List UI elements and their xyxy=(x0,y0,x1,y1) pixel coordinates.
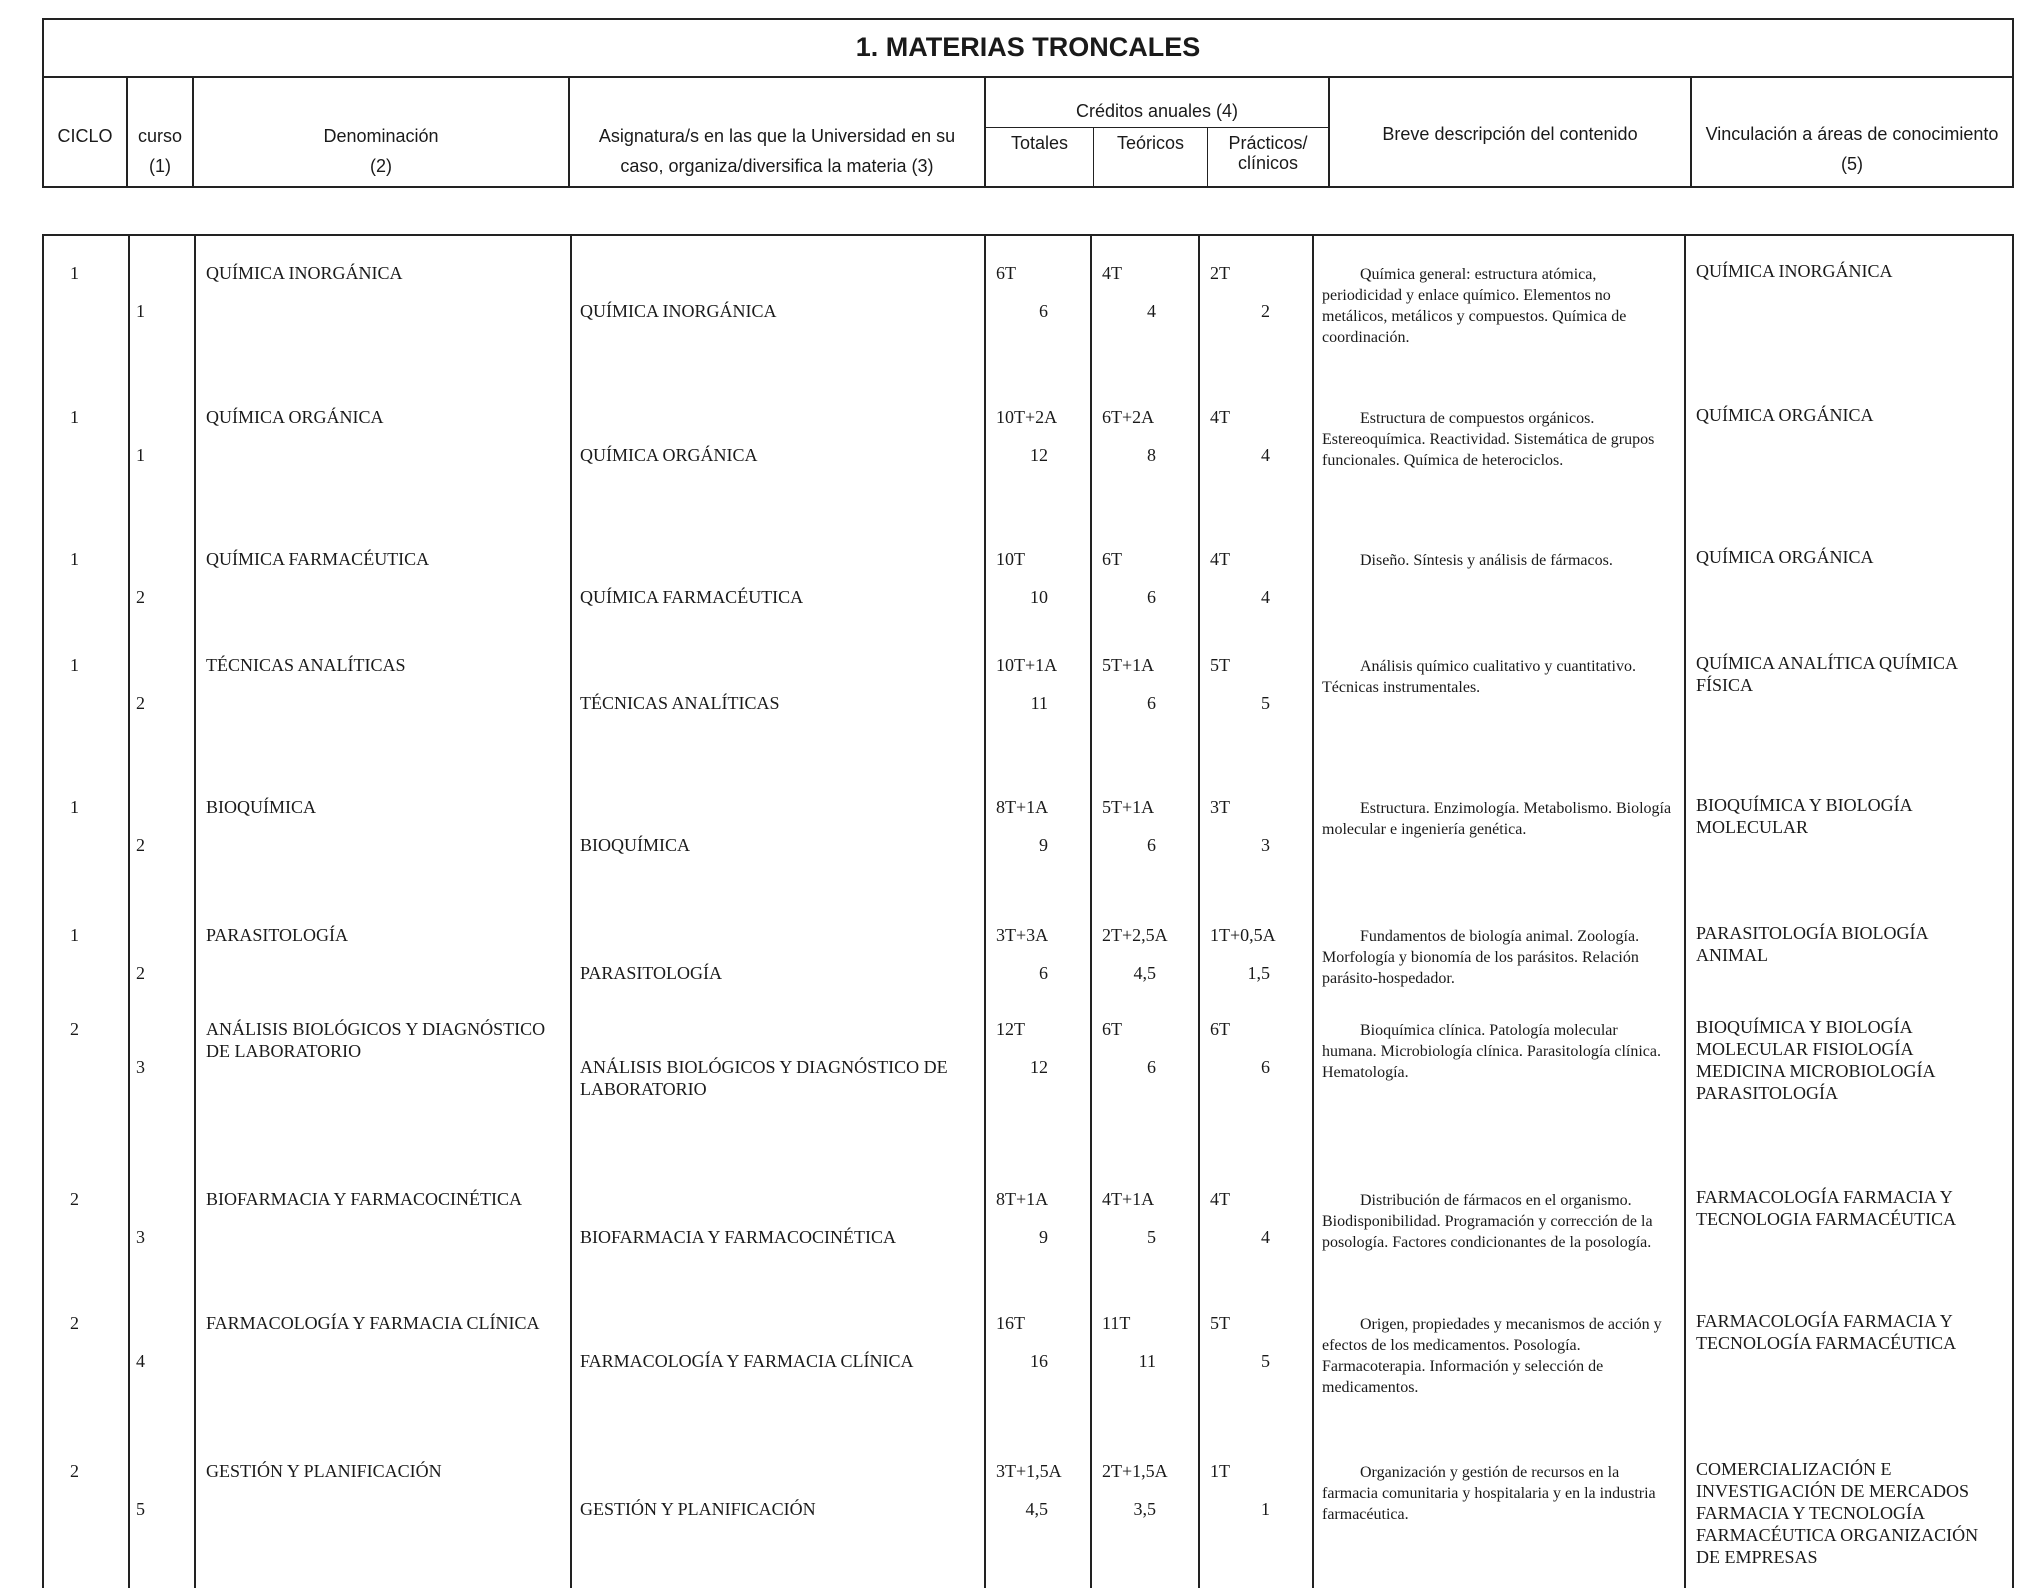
table-header xyxy=(42,18,2014,188)
areas-cell: BIOQUÍMICA Y BIOLOGÍA MOLECULAR FISIOLOGÍA MEDICINA MICROBIOLOGÍA PARASITOLOGÍA xyxy=(1696,1017,1935,1103)
descripcion-cell: Diseño. Síntesis y análisis de fármacos. xyxy=(1360,552,1613,569)
curso-cell: 2 xyxy=(136,693,145,713)
ciclo-cell: 1 xyxy=(70,549,79,569)
teoricos-value-cell: 6 xyxy=(1147,1057,1156,1077)
asignatura-cell: FARMACOLOGÍA Y FARMACIA CLÍNICA xyxy=(580,1351,914,1371)
teoricos-code-cell: 5T+1A xyxy=(1102,655,1155,675)
practicos-code-cell: 4T xyxy=(1210,1189,1230,1209)
teoricos-code-cell: 2T+2,5A xyxy=(1102,925,1168,945)
totales-value-cell: 12 xyxy=(1030,1057,1048,1077)
column-divider xyxy=(1684,236,1686,1588)
teoricos-value-cell: 5 xyxy=(1147,1227,1156,1247)
asignatura-cell: BIOFARMACIA Y FARMACOCINÉTICA xyxy=(580,1227,897,1247)
practicos-code-cell: 4T xyxy=(1210,549,1230,569)
ciclo-cell: 2 xyxy=(70,1461,79,1481)
col-header-denominacion-note: (2) xyxy=(370,156,392,176)
asignatura-cell: QUÍMICA INORGÁNICA xyxy=(580,301,777,321)
denominacion-cell: BIOQUÍMICA xyxy=(206,797,316,817)
descripcion-cell: Fundamentos de biología animal. Zoología. Morfología y bionomía de los parásitos. Relación parásito-hospedador. xyxy=(1322,928,1640,987)
practicos-value-cell: 1,5 xyxy=(1247,963,1270,983)
totales-code-cell: 3T+3A xyxy=(996,925,1049,945)
totales-value-cell: 4,5 xyxy=(1025,1499,1048,1519)
column-divider xyxy=(984,236,986,1588)
practicos-value-cell: 2 xyxy=(1261,301,1270,321)
ciclo-cell: 1 xyxy=(70,797,79,817)
descripcion-cell: Organización y gestión de recursos en la farmacia comunitaria y hospitalaria y en la industria farmacéutica. xyxy=(1322,1464,1656,1523)
asignatura-cell: TÉCNICAS ANALÍTICAS xyxy=(580,693,780,713)
practicos-value-cell: 4 xyxy=(1261,587,1270,607)
areas-cell: QUÍMICA INORGÁNICA xyxy=(1696,261,1893,281)
col-header-descripcion xyxy=(1330,78,1692,188)
ciclo-cell: 1 xyxy=(70,925,79,945)
teoricos-value-cell: 6 xyxy=(1147,587,1156,607)
areas-cell: PARASITOLOGÍA BIOLOGÍA ANIMAL xyxy=(1696,923,1928,965)
practicos-value-cell: 6 xyxy=(1261,1057,1270,1077)
areas-cell: QUÍMICA ANALÍTICA QUÍMICA FÍSICA xyxy=(1696,653,1957,695)
descripcion-cell: Distribución de fármacos en el organismo. Biodisponibilidad. Programación y corrección de la posología. Factores condicionantes de la posología. xyxy=(1322,1192,1653,1251)
asignatura-cell: GESTIÓN Y PLANIFICACIÓN xyxy=(580,1499,816,1519)
column-divider xyxy=(1198,236,1200,1588)
col-header-creditos-label: Créditos anuales (4) xyxy=(986,78,1328,128)
col-header-vinculacion-label: Vinculación a áreas de conocimiento xyxy=(1705,124,1999,144)
curso-cell: 1 xyxy=(136,445,145,465)
denominacion-cell: FARMACOLOGÍA Y FARMACIA CLÍNICA xyxy=(206,1313,540,1333)
teoricos-code-cell: 6T+2A xyxy=(1102,407,1155,427)
practicos-code-cell: 6T xyxy=(1210,1019,1230,1039)
practicos-code-cell: 4T xyxy=(1210,407,1230,427)
col-header-asignatura-line2: caso, organiza/diversifica la materia (3) xyxy=(620,156,934,176)
materias-table xyxy=(42,234,2014,1588)
denominacion-cell: PARASITOLOGÍA xyxy=(206,925,349,945)
areas-cell: BIOQUÍMICA Y BIOLOGÍA MOLECULAR xyxy=(1696,795,1912,837)
totales-code-cell: 6T xyxy=(996,263,1016,283)
teoricos-code-cell: 6T xyxy=(1102,1019,1122,1039)
col-header-ciclo-label: CICLO xyxy=(57,126,113,146)
practicos-value-cell: 5 xyxy=(1261,693,1270,713)
areas-cell: QUÍMICA ORGÁNICA xyxy=(1696,405,1874,425)
denominacion-cell: ANÁLISIS BIOLÓGICOS Y DIAGNÓSTICO DE LABORATORIO xyxy=(206,1019,546,1061)
col-header-asignatura-line1: Asignatura/s en las que la Universidad en su xyxy=(598,126,956,146)
totales-code-cell: 12T xyxy=(996,1019,1025,1039)
col-header-curso-note: (1) xyxy=(149,156,171,176)
teoricos-code-cell: 11T xyxy=(1102,1313,1131,1333)
curso-cell: 3 xyxy=(136,1057,145,1077)
practicos-code-cell: 2T xyxy=(1210,263,1230,283)
practicos-value-cell: 4 xyxy=(1261,445,1270,465)
curso-cell: 1 xyxy=(136,301,145,321)
col-header-ciclo xyxy=(44,78,128,188)
column-divider xyxy=(1312,236,1314,1588)
totales-value-cell: 9 xyxy=(1039,835,1048,855)
areas-cell: QUÍMICA ORGÁNICA xyxy=(1696,547,1874,567)
teoricos-value-cell: 4 xyxy=(1147,301,1156,321)
teoricos-code-cell: 4T xyxy=(1102,263,1122,283)
col-header-curso xyxy=(128,78,194,188)
practicos-code-cell: 3T xyxy=(1210,797,1230,817)
practicos-value-cell: 1 xyxy=(1261,1499,1270,1519)
descripcion-cell: Química general: estructura atómica, periodicidad y enlace químico. Elementos no metálicos, metálicos y compuestos. Química de coordinación. xyxy=(1322,266,1627,346)
column-divider xyxy=(570,236,572,1588)
practicos-code-cell: 1T xyxy=(1210,1461,1230,1481)
denominacion-cell: GESTIÓN Y PLANIFICACIÓN xyxy=(206,1461,442,1481)
column-divider xyxy=(128,236,130,1588)
totales-code-cell: 8T+1A xyxy=(996,797,1049,817)
asignatura-cell: QUÍMICA FARMACÉUTICA xyxy=(580,587,804,607)
denominacion-cell: BIOFARMACIA Y FARMACOCINÉTICA xyxy=(206,1189,523,1209)
curso-cell: 3 xyxy=(136,1227,145,1247)
col-header-curso-label: curso xyxy=(137,126,182,146)
totales-value-cell: 6 xyxy=(1039,963,1048,983)
col-header-denominacion-label: Denominación xyxy=(323,126,439,146)
asignatura-cell: ANÁLISIS BIOLÓGICOS Y DIAGNÓSTICO DE LABORATORIO xyxy=(580,1057,948,1099)
col-header-creditos xyxy=(986,78,1330,188)
areas-cell: COMERCIALIZACIÓN E INVESTIGACIÓN DE MERCADOS FARMACIA Y TECNOLOGÍA FARMACÉUTICA ORGANIZACIÓN DE EMPRESAS xyxy=(1696,1459,1979,1567)
practicos-code-cell: 5T xyxy=(1210,655,1230,675)
teoricos-value-cell: 6 xyxy=(1147,693,1156,713)
teoricos-value-cell: 11 xyxy=(1138,1351,1156,1371)
curso-cell: 4 xyxy=(136,1351,145,1371)
teoricos-value-cell: 4,5 xyxy=(1133,963,1156,983)
curso-cell: 5 xyxy=(136,1499,145,1519)
descripcion-cell: Bioquímica clínica. Patología molecular humana. Microbiología clínica. Parasitología clínica. Hematología. xyxy=(1322,1022,1662,1081)
totales-code-cell: 10T+1A xyxy=(996,655,1058,675)
descripcion-cell: Estructura de compuestos orgánicos. Estereoquímica. Reactividad. Sistemática de grupos funcionales. Química de heterociclos. xyxy=(1322,410,1655,469)
ciclo-cell: 2 xyxy=(70,1189,79,1209)
col-header-vinculacion xyxy=(1692,78,2012,188)
teoricos-code-cell: 4T+1A xyxy=(1102,1189,1155,1209)
denominacion-cell: TÉCNICAS ANALÍTICAS xyxy=(206,655,406,675)
ciclo-cell: 1 xyxy=(70,655,79,675)
areas-cell: FARMACOLOGÍA FARMACIA Y TECNOLOGIA FARMACÉUTICA xyxy=(1696,1187,1957,1229)
col-header-asignatura xyxy=(570,78,986,188)
teoricos-code-cell: 2T+1,5A xyxy=(1102,1461,1168,1481)
teoricos-value-cell: 8 xyxy=(1147,445,1156,465)
teoricos-value-cell: 6 xyxy=(1147,835,1156,855)
totales-value-cell: 11 xyxy=(1030,693,1048,713)
teoricos-value-cell: 3,5 xyxy=(1133,1499,1156,1519)
curso-cell: 2 xyxy=(136,835,145,855)
asignatura-cell: PARASITOLOGÍA xyxy=(580,963,723,983)
teoricos-code-cell: 6T xyxy=(1102,549,1122,569)
asignatura-cell: BIOQUÍMICA xyxy=(580,835,690,855)
totales-value-cell: 12 xyxy=(1030,445,1048,465)
denominacion-cell: QUÍMICA ORGÁNICA xyxy=(206,407,384,427)
practicos-code-cell: 1T+0,5A xyxy=(1210,925,1276,945)
page-title: 1. MATERIAS TRONCALES xyxy=(44,20,2012,78)
totales-value-cell: 9 xyxy=(1039,1227,1048,1247)
descripcion-cell: Origen, propiedades y mecanismos de acción y efectos de los medicamentos. Posología. Farmacoterapia. Información y selección de medicamentos. xyxy=(1322,1316,1662,1396)
ciclo-cell: 2 xyxy=(70,1313,79,1333)
asignatura-cell: QUÍMICA ORGÁNICA xyxy=(580,445,758,465)
curso-cell: 2 xyxy=(136,587,145,607)
denominacion-cell: QUÍMICA INORGÁNICA xyxy=(206,263,403,283)
practicos-value-cell: 5 xyxy=(1261,1351,1270,1371)
totales-code-cell: 10T+2A xyxy=(996,407,1058,427)
totales-code-cell: 16T xyxy=(996,1313,1025,1333)
col-header-teoricos: Teóricos xyxy=(1094,128,1208,186)
totales-value-cell: 6 xyxy=(1039,301,1048,321)
col-header-practicos: Prácticos/ clínicos xyxy=(1228,133,1308,173)
totales-value-cell: 16 xyxy=(1030,1351,1048,1371)
denominacion-cell: QUÍMICA FARMACÉUTICA xyxy=(206,549,430,569)
col-header-descripcion-label: Breve descripción del contenido xyxy=(1382,124,1638,144)
col-header-vinculacion-note: (5) xyxy=(1841,154,1863,174)
practicos-value-cell: 4 xyxy=(1261,1227,1270,1247)
totales-code-cell: 3T+1,5A xyxy=(996,1461,1062,1481)
col-header-totales: Totales xyxy=(986,128,1094,186)
teoricos-code-cell: 5T+1A xyxy=(1102,797,1155,817)
column-divider xyxy=(1090,236,1092,1588)
ciclo-cell: 2 xyxy=(70,1019,79,1039)
curso-cell: 2 xyxy=(136,963,145,983)
col-header-denominacion xyxy=(194,78,570,188)
descripcion-cell: Análisis químico cualitativo y cuantitativo. Técnicas instrumentales. xyxy=(1322,658,1636,696)
totales-code-cell: 8T+1A xyxy=(996,1189,1049,1209)
descripcion-cell: Estructura. Enzimología. Metabolismo. Biología molecular e ingeniería genética. xyxy=(1322,800,1672,838)
practicos-code-cell: 5T xyxy=(1210,1313,1230,1333)
totales-code-cell: 10T xyxy=(996,549,1025,569)
ciclo-cell: 1 xyxy=(70,407,79,427)
practicos-value-cell: 3 xyxy=(1261,835,1270,855)
areas-cell: FARMACOLOGÍA FARMACIA Y TECNOLOGÍA FARMACÉUTICA xyxy=(1696,1311,1957,1353)
column-divider xyxy=(194,236,196,1588)
ciclo-cell: 1 xyxy=(70,263,79,283)
totales-value-cell: 10 xyxy=(1030,587,1048,607)
